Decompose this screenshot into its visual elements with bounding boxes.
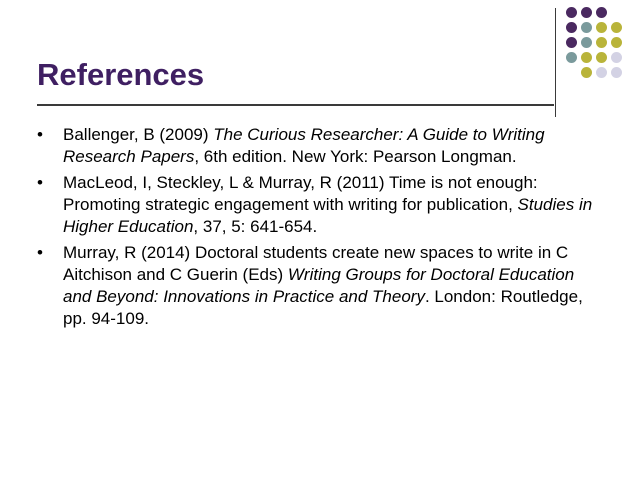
- reference-text-plain: Murray, R (2014) Doctoral students create new spaces to write in C Aitchison and C Guerin (Eds): [63, 243, 569, 284]
- decorative-dot: [581, 67, 592, 78]
- reference-title-italic: Studies in Higher Education: [63, 195, 593, 236]
- vertical-divider: [555, 8, 556, 117]
- decorative-dot: [596, 52, 607, 63]
- decorative-dot: [596, 67, 607, 78]
- decorative-dot: [596, 22, 607, 33]
- reference-text-plain: , 6th edition. New York: Pearson Longman.: [194, 147, 517, 166]
- decorative-dot: [596, 7, 607, 18]
- reference-item: [37, 172, 597, 238]
- reference-title-italic: The Curious Researcher: A Guide to Writing Research Papers: [63, 125, 545, 166]
- reference-text-plain: , 37, 5: 641-654.: [193, 217, 318, 236]
- decorative-dot: [611, 67, 622, 78]
- decorative-dot: [566, 37, 577, 48]
- decorative-dot: [611, 52, 622, 63]
- reference-item: [37, 242, 597, 330]
- decorative-dot: [581, 37, 592, 48]
- bullet-icon: •: [37, 125, 43, 144]
- reference-text-plain: . London: Routledge, pp. 94-109.: [63, 287, 583, 328]
- bullet-icon: •: [37, 173, 43, 192]
- reference-title-italic: Writing Groups for Doctoral Education and Beyond: Innovations in Practice and Theory: [63, 265, 575, 306]
- decorative-dot: [596, 37, 607, 48]
- decorative-dot: [581, 52, 592, 63]
- title-divider: [37, 104, 554, 106]
- decorative-dot: [611, 37, 622, 48]
- slide-title: References: [37, 57, 205, 92]
- decorative-dot: [581, 22, 592, 33]
- reference-text-plain: MacLeod, I, Steckley, L & Murray, R (2011) Time is not enough: Promoting strategic engagement with writing for publication,: [63, 173, 538, 214]
- reference-list: [37, 124, 597, 334]
- decorative-dot: [566, 52, 577, 63]
- decorative-dot: [611, 22, 622, 33]
- decorative-dot: [566, 7, 577, 18]
- decorative-dot-grid: [566, 5, 636, 110]
- reference-item: [37, 124, 597, 168]
- decorative-dot: [566, 22, 577, 33]
- bullet-icon: •: [37, 243, 43, 262]
- decorative-dot: [581, 7, 592, 18]
- reference-text-plain: Ballenger, B (2009): [63, 125, 214, 144]
